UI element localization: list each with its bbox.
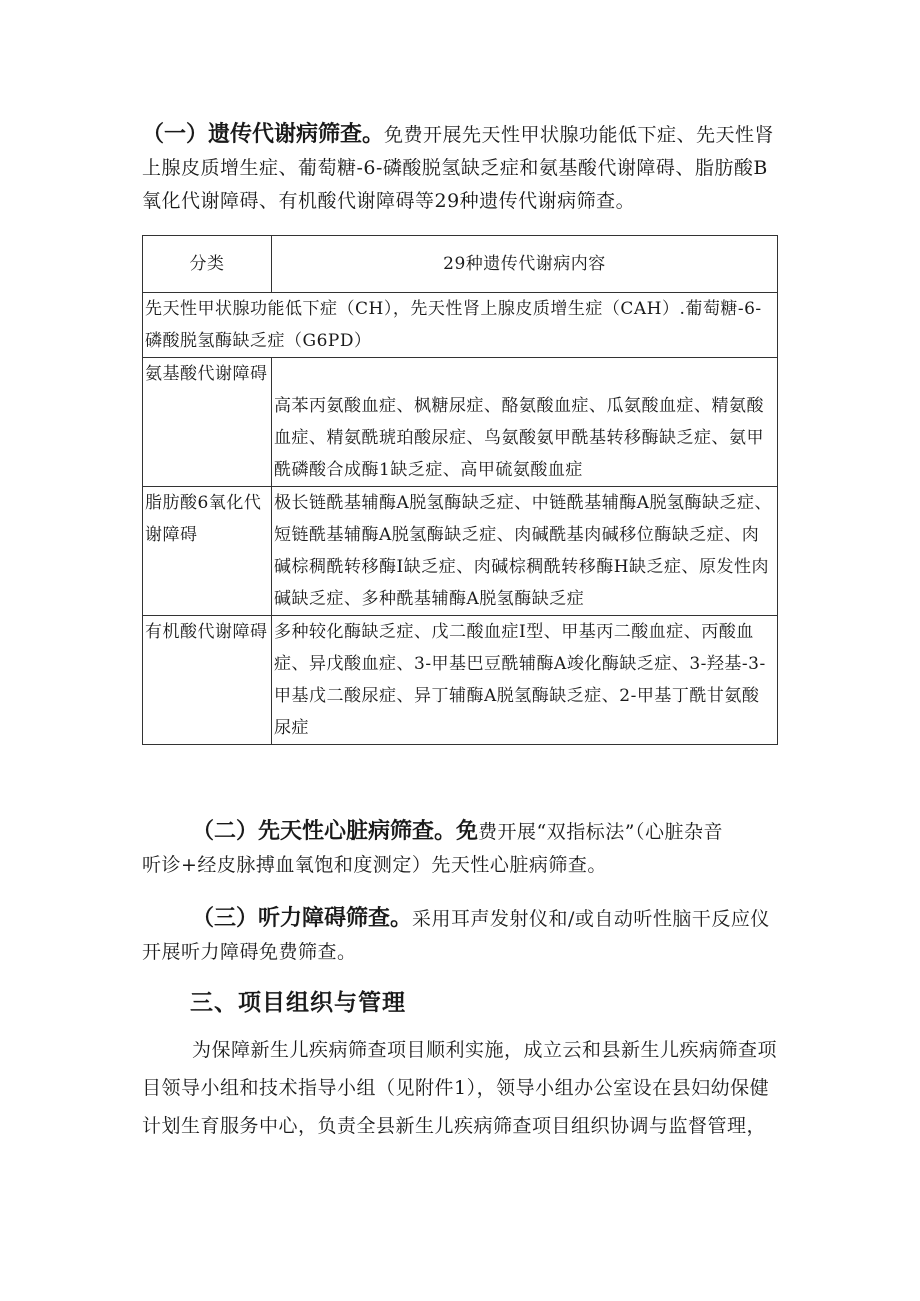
section-heading-1: （一）遗传代谢病筛查。 [142, 122, 385, 147]
table-row-note [143, 293, 778, 358]
table-cell-content: 高苯丙氨酸血症、枫糖尿症、酪氨酸血症、瓜氨酸血症、精氨酸血症、精氨酰琥珀酸尿症、鸟氨酸氨甲酰基转移酶缺乏症、氨甲酰磷酸合成酶1缺乏症、高甲硫氨酸血症 [272, 358, 778, 487]
section-text-3: 采用耳声发射仪和/或自动听性脑干反应仪开展听力障碍免费筛查。 [142, 908, 770, 963]
section-text-2-lead: 免 [456, 819, 479, 844]
table-cell-content: 极长链酰基辅酶A脱氢酶缺乏症、中链酰基辅酶A脱氢酶缺乏症、短链酰基辅酶A脱氢酶缺乏症、肉碱酰基肉碱移位酶缺乏症、肉碱棕稠酰转移酶I缺乏症、肉碱棕稠酰转移酶H缺乏症、原发性肉碱缺乏症、多种酰基辅酶A脱氢酶缺乏症 [272, 487, 778, 616]
table-cell-category: 脂肪酸6氧化代谢障碍 [143, 487, 272, 616]
table-cell-category: 氨基酸代谢障碍 [143, 358, 272, 487]
table-row [143, 358, 778, 487]
organization-paragraph [142, 1031, 782, 1145]
section-text-1: 免费开展先天性甲状腺功能低下症、先天性肾上腺皮质增生症、葡萄糖-6-磷酸脱氢缺乏症和氨基酸代谢障碍、脂肪酸B氧化代谢障碍、有机酸代谢障碍等29种遗传代谢病筛查。 [142, 124, 775, 212]
section-heading-3: （三）听力障碍筛查。 [192, 906, 413, 931]
section-hearing [142, 902, 782, 969]
table-header-category: 分类 [143, 236, 272, 293]
table-header-content: 29种遗传代谢病内容 [272, 236, 778, 293]
organization-text: 为保障新生儿疾病筛查项目顺利实施，成立云和县新生儿疾病筛查项目领导小组和技术指导小组（见附件1），领导小组办公室设在县妇幼保健计划生育服务中心，负责全县新生儿疾病筛查项目组织协调与监督管理， [142, 1039, 778, 1137]
table-cell-content: 多种较化酶缺乏症、戊二酸血症I型、甲基丙二酸血症、丙酸血症、异戊酸血症、3-甲基巴豆酰辅酶A竣化酶缺乏症、3-羟基-3-甲基戊二酸尿症、异丁辅酶A脱氢酶缺乏症、2-甲基丁酰甘氨酸尿症 [272, 616, 778, 745]
table-row [143, 616, 778, 745]
table-note-cell: 先天性甲状腺功能低下症（CH），先天性肾上腺皮质增生症（CAH）.葡萄糖-6-磷酸脱氢酶缺乏症（G6PD） [143, 293, 778, 358]
section-genetic-metabolic [142, 118, 782, 218]
section-heading-2: （二）先天性心脏病筛查。 [192, 819, 457, 844]
section-text-2: 费开展“双指标法”（心脏杂音听诊+经皮脉搏血氧饱和度测定）先天性心脏病筛查。 [142, 821, 723, 876]
section-congenital-heart [142, 815, 742, 882]
section-title-organization: 三、项目组织与管理 [190, 990, 406, 1016]
disease-table [142, 235, 778, 745]
table-row [143, 487, 778, 616]
table-header-row [143, 236, 778, 293]
table-cell-category: 有机酸代谢障碍 [143, 616, 272, 745]
